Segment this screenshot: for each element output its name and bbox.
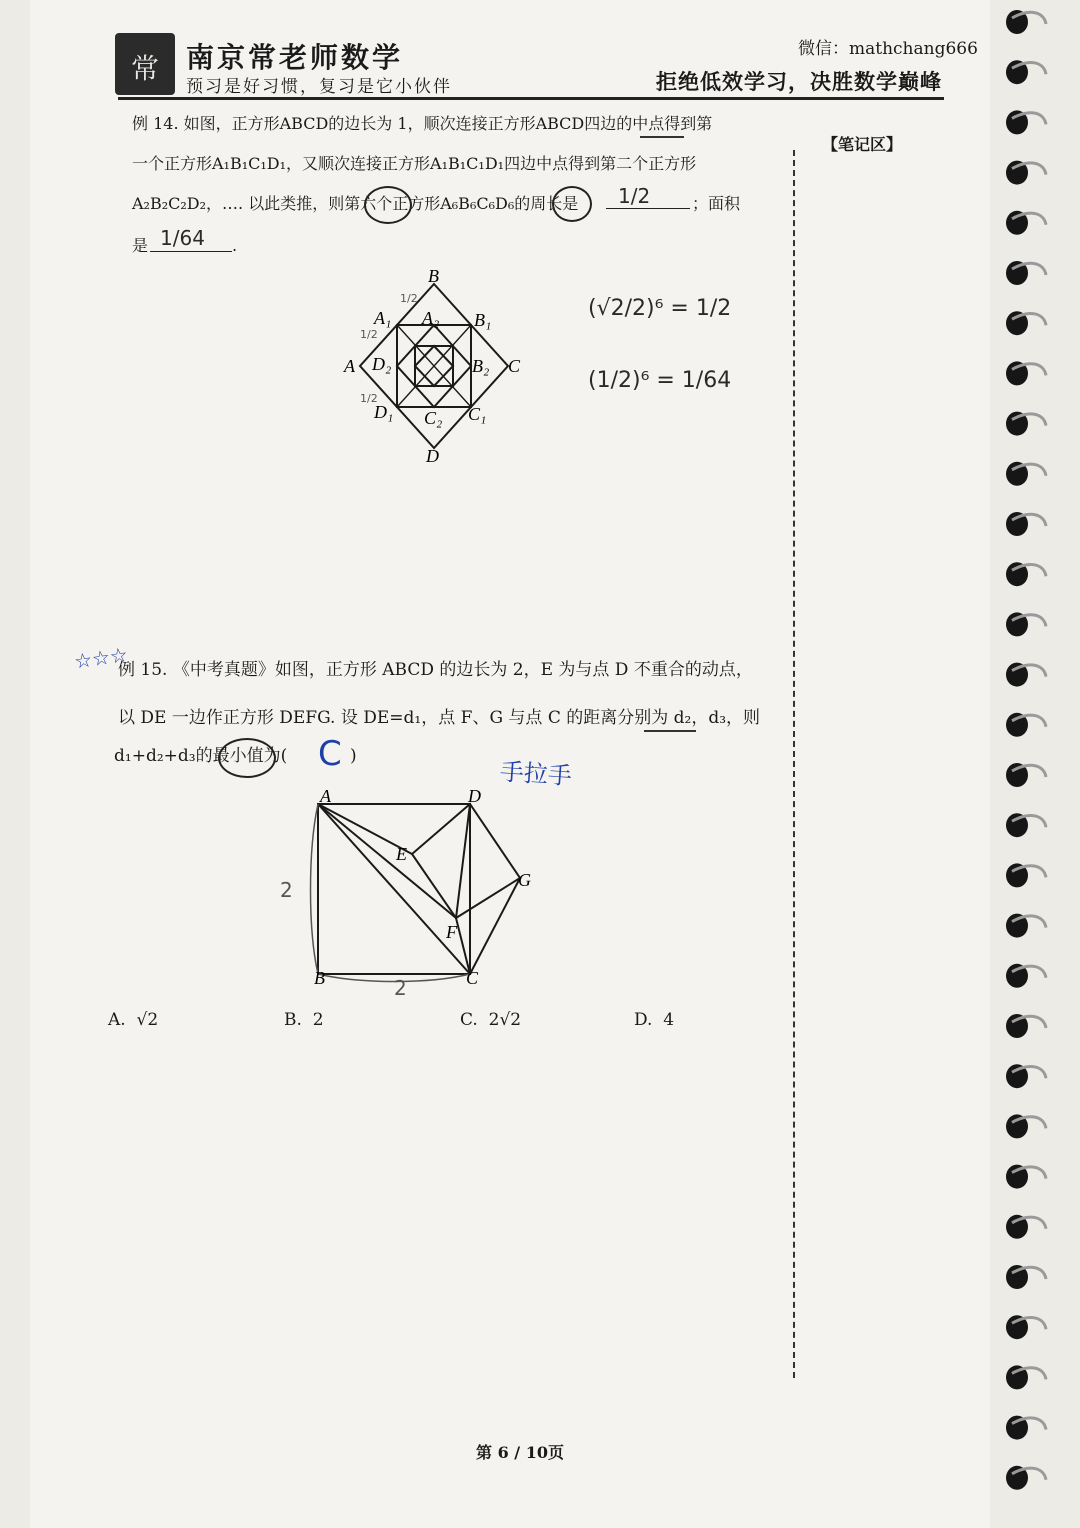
notes-label: 【笔记区】	[822, 135, 903, 154]
blank-perimeter	[606, 208, 690, 209]
option-d-letter: D.	[634, 1010, 653, 1030]
segment-AF	[318, 804, 456, 918]
option-b	[284, 1010, 324, 1030]
ex14-line4: 是	[132, 236, 149, 255]
calc-area: (1/2)⁶ = 1/64	[588, 368, 732, 393]
brace-left	[311, 804, 319, 974]
label-A: A	[344, 356, 355, 376]
option-c-value: 2√2	[488, 1010, 522, 1030]
circle-mark-six	[364, 186, 412, 224]
wechat-id: 微信：mathchang666	[798, 39, 978, 59]
note-hand-in-hand: 手拉手	[498, 757, 573, 791]
notes-divider	[793, 150, 795, 1378]
label-B2: B₂	[472, 356, 490, 376]
half-mark-3: 1/2	[360, 392, 378, 405]
circle-mark-perimeter	[552, 186, 592, 222]
header-rule	[118, 97, 944, 100]
label-D: D	[426, 446, 439, 466]
option-d	[634, 1010, 674, 1030]
ex14-line1: 例 14. 如图，正方形ABCD的边长为 1，顺次连接正方形ABCD四边的中点得到第	[132, 114, 713, 133]
difficulty-stars: ☆☆☆	[72, 642, 130, 674]
ex14-line3: A₂B₂C₂D₂，…. 以此类推，则第六个正方形A₆B₆C₆D₆的周长是	[132, 194, 579, 213]
brand-title: 南京常老师数学	[186, 41, 404, 74]
circle-mark-min	[218, 738, 276, 778]
logo-text: 常	[130, 52, 159, 85]
ex14-line2: 一个正方形A₁B₁C₁D₁，又顺次连接正方形A₁B₁C₁D₁四边中点得到第二个正方形	[132, 154, 697, 173]
half-mark-1: 1/2	[400, 292, 418, 305]
option-b-value: 2	[312, 1010, 324, 1030]
label-C: C	[508, 356, 521, 376]
label-B: B	[428, 268, 439, 286]
side-length-bottom: 2	[394, 976, 407, 1000]
label-D2: D₂	[372, 354, 392, 374]
answer-area: 1/64	[160, 226, 205, 250]
label-C-15: C	[466, 968, 479, 988]
label-A-15: A	[320, 786, 331, 806]
underline-d2d3	[644, 730, 696, 732]
blank-area	[150, 251, 232, 252]
label-A2: A₂	[422, 308, 440, 328]
ex15-line3-end: )	[350, 746, 357, 766]
ex15-line2: 以 DE 一边作正方形 DEFG. 设 DE=d₁，点 F、G 与点 C 的距离分别为 d₂，d₃，则	[118, 708, 761, 728]
half-mark-2: 1/2	[360, 328, 378, 341]
option-a-value: √2	[136, 1010, 159, 1030]
square-defg-figure	[270, 780, 550, 1010]
calc-perimeter: (√2/2)⁶ = 1/2	[588, 296, 732, 321]
label-G-15: G	[518, 870, 531, 890]
ex14-underline	[640, 136, 684, 138]
label-A1: A₁	[374, 308, 392, 328]
side-length-left: 2	[280, 878, 293, 902]
answer-perimeter: 1/2	[618, 184, 651, 208]
label-D-15: D	[468, 786, 481, 806]
ex14-period: .	[232, 236, 238, 255]
option-d-value: 4	[663, 1010, 675, 1030]
diagonal-AC	[318, 804, 470, 974]
spiral-binding	[1000, 0, 1080, 1528]
option-a	[108, 1010, 158, 1030]
ex14-line3-tail: ；面积	[692, 194, 741, 213]
option-c-letter: C.	[460, 1010, 478, 1030]
label-F-15: F	[446, 922, 457, 942]
label-C1: C₁	[468, 404, 487, 424]
page-number: 第 6 / 10页	[476, 1443, 564, 1462]
logo	[115, 33, 175, 95]
option-a-letter: A.	[108, 1010, 126, 1030]
segment-GC	[470, 878, 520, 974]
slogan-right: 拒绝低效学习，决胜数学巅峰	[656, 69, 942, 94]
answer-choice: C	[318, 734, 342, 774]
label-B-15: B	[314, 968, 325, 988]
label-D1: D₁	[374, 402, 394, 422]
label-E-15: E	[396, 844, 407, 864]
option-b-letter: B.	[284, 1010, 302, 1030]
ex15-line1: 例 15. 《中考真题》如图，正方形 ABCD 的边长为 2，E 为与点 D 不重合的动点，	[118, 660, 753, 680]
nested-squares-figure	[340, 268, 530, 468]
square-DEFG	[412, 804, 520, 918]
ex15-line3: d₁+d₂+d₃的最小值为(	[114, 746, 288, 766]
option-c	[460, 1010, 521, 1030]
slogan-left: 预习是好习惯，复习是它小伙伴	[186, 77, 452, 97]
label-B1: B₁	[474, 310, 492, 330]
diagonal-DF	[456, 804, 470, 918]
label-C2: C₂	[424, 408, 443, 428]
